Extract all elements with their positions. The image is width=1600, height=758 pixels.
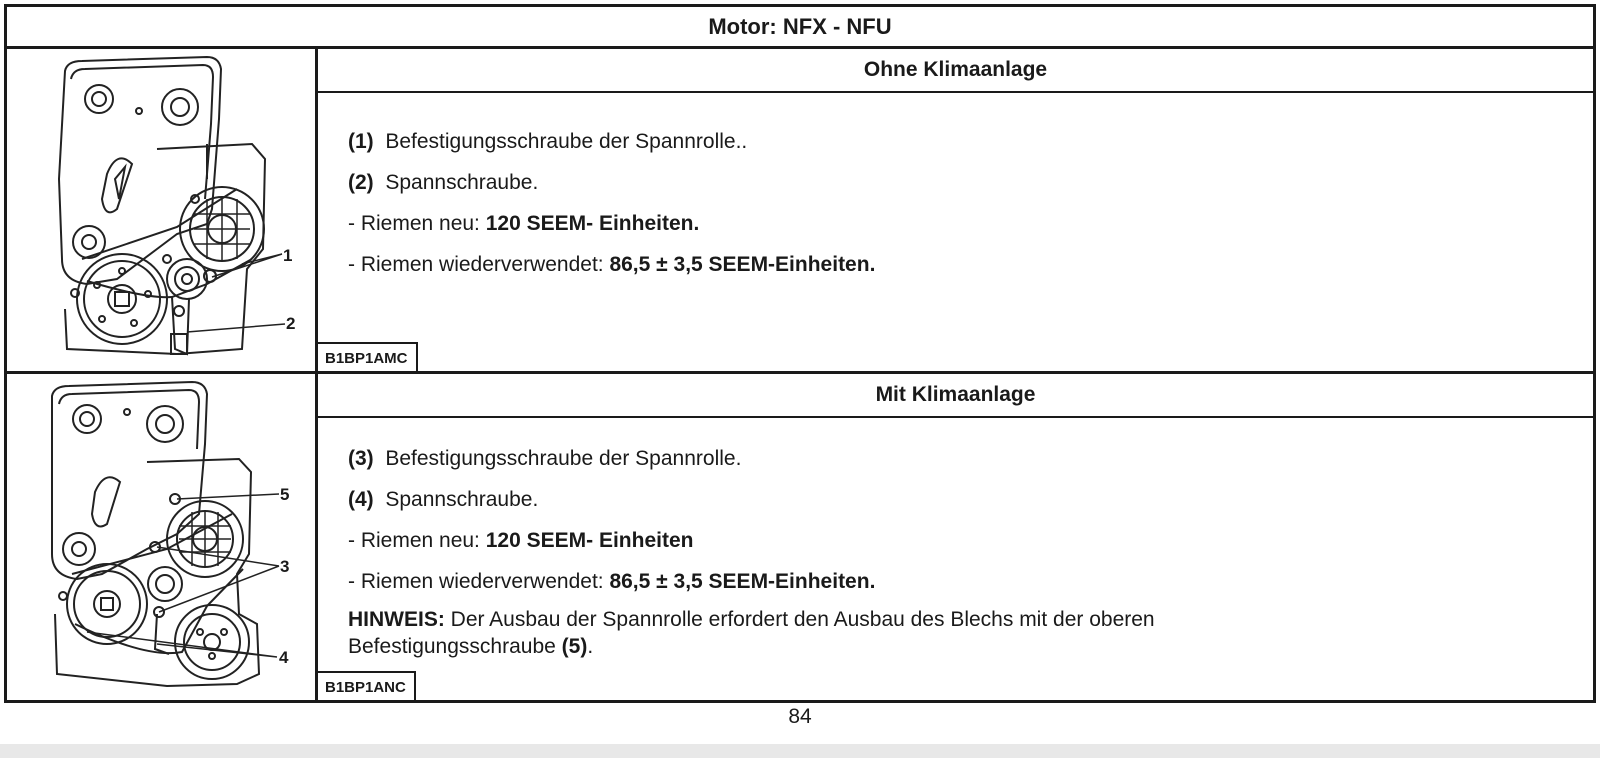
callout-3: 3 — [280, 557, 290, 576]
list-item: (4) Spannschraube. — [348, 488, 539, 511]
figure-code: B1BP1ANC — [318, 671, 416, 700]
instructions-with-ac — [318, 374, 1593, 700]
section-heading: Mit Klimaanlage — [318, 374, 1593, 418]
note-text: HINWEIS: Der Ausbau der Spannrolle erfordert den Ausbau des Blechs mit der oberen Befestigungsschraube (5). — [348, 608, 1155, 658]
belt-reused-spec: - Riemen wiederverwendet: 86,5 ± 3,5 SEEM-Einheiten. — [348, 253, 876, 276]
list-item: (1) Befestigungsschraube der Spannrolle.. — [348, 130, 748, 153]
engine-diagram-without-ac — [7, 49, 318, 371]
page-title: Motor: NFX - NFU — [7, 7, 1593, 49]
list-item: (3) Befestigungsschraube der Spannrolle. — [348, 447, 742, 470]
callout-2: 2 — [286, 314, 296, 333]
page-number: 84 — [788, 705, 812, 728]
list-item: (2) Spannschraube. — [348, 171, 539, 194]
engine-drawing-without-ac — [7, 49, 315, 371]
spec-table — [4, 4, 1596, 703]
instructions-without-ac — [318, 49, 1593, 371]
section-without-ac — [7, 49, 1593, 374]
belt-new-spec: - Riemen neu: 120 SEEM- Einheiten — [348, 529, 694, 552]
belt-new-spec: - Riemen neu: 120 SEEM- Einheiten. — [348, 212, 700, 235]
section-heading: Ohne Klimaanlage — [318, 49, 1593, 93]
engine-drawing-with-ac — [7, 374, 315, 697]
footer-band — [0, 744, 1600, 758]
callout-5: 5 — [280, 485, 290, 504]
section-with-ac — [7, 374, 1593, 700]
callout-1: 1 — [283, 246, 293, 265]
callout-4: 4 — [279, 648, 289, 667]
engine-diagram-with-ac — [7, 374, 318, 700]
belt-reused-spec: - Riemen wiederverwendet: 86,5 ± 3,5 SEEM-Einheiten. — [348, 570, 876, 593]
figure-code: B1BP1AMC — [318, 342, 418, 371]
